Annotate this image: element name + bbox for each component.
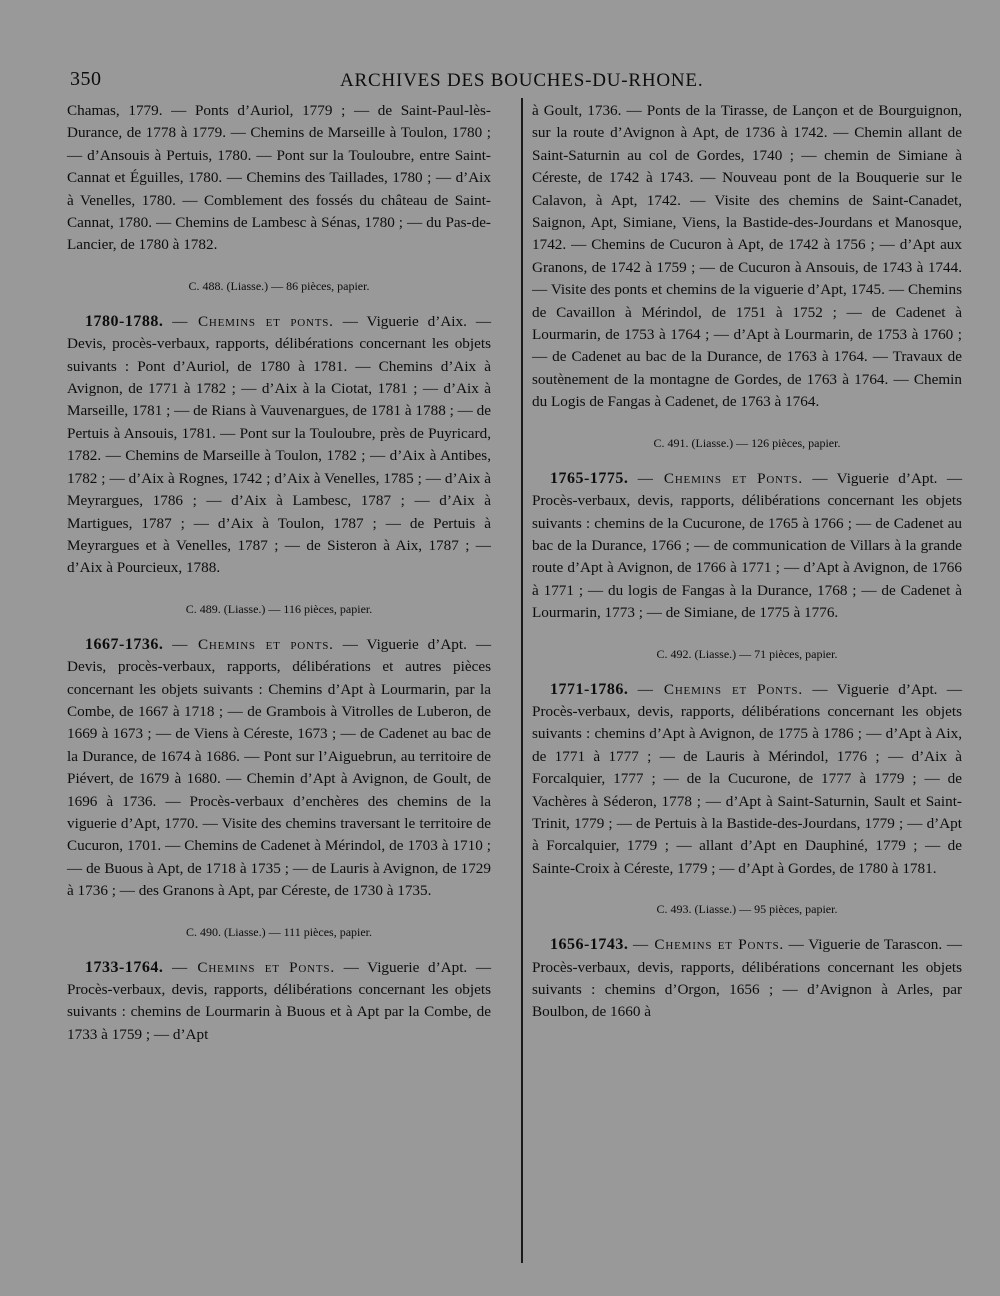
entry-title: — Chemins et Ponts. xyxy=(637,469,803,487)
page-number: 350 xyxy=(70,68,102,90)
cote-line: C. 493. (Liasse.) — 95 pièces, papier. xyxy=(656,902,838,917)
continuation-text: Chamas, 1779. — Ponts d’Auriol, 1779 ; — de Saint-Paul-lès-Durance, de 1778 à 1779. — Chemins de Marseille à Toulon, 1780 ; — d’Ansouis à Pertuis, 1780. — Pont sur la Touloubre, entre Saint-Cannat et Éguilles, 1780. — Chemins des Taillades, 1780 ; — d’Aix à Venelles, 1780. — Comblement des fossés du château de Saint-Cannat, 1780. — Chemins de Lambesc à Sénas, 1780 ; — du Pas-de-Lancier, de 1780 à 1782. xyxy=(67,102,491,254)
running-title: ARCHIVES DES BOUCHES-DU-RHONE. xyxy=(340,70,704,91)
cote-line: C. 492. (Liasse.) — 71 pièces, papier. xyxy=(656,646,838,661)
entry-dates: 1771-1786. xyxy=(550,680,629,698)
entry xyxy=(67,923,491,1047)
entry-body xyxy=(67,311,491,580)
entry-body xyxy=(67,634,491,903)
entry xyxy=(67,277,491,580)
cote-line: C. 490. (Liasse.) — 111 pièces, papier. xyxy=(185,924,373,939)
entry-dates: 1733-1764. xyxy=(85,958,164,976)
entry-text: — Viguerie d’Apt. — Devis, procès-verbaux, rapports, délibérations et autres pièces concernant les objets suivants : Chemins d’Apt à Lourmarin, par la Combe, de 1667 à 1718 ; — de Grambois à Vitrolles de Luberon, de 1669 à 1673 ; — de Viens à Céreste, 1673 ; — de Cadenet au bac de la Durance, de 1674 à 1686. — Pont sur l’Aiguebrun, au territoire de Piévert, de 1679 à 1680. — Chemin d’Apt à Avignon, de Goult, de 1696 à 1736. — Procès-verbaux d’enchères des chemins de la viguerie d’Apt, 1770. — Visite des chemins traversant le territoire de Cucuron, 1701. — Chemins de Cadenet à Mérindol, de 1703 à 1710 ; — de Buous à Apt, de 1718 à 1735 ; — de Lauris à Avignon, de 1729 à 1736 ; — des Granons à Apt, par Céreste, de 1730 à 1735. xyxy=(67,635,492,900)
entry-dates: 1667-1736. xyxy=(85,635,164,653)
entry-title: — Chemins et Ponts. xyxy=(171,958,335,976)
left-column xyxy=(67,100,491,1046)
cote-line: C. 489. (Liasse.) — 116 pièces, papier. xyxy=(185,601,373,616)
entry-body xyxy=(532,468,962,625)
entry xyxy=(532,434,962,625)
entry-title: — Chemins et ponts. xyxy=(172,635,334,653)
cote-line: C. 491. (Liasse.) — 126 pièces, papier. xyxy=(653,435,841,450)
entry xyxy=(532,645,962,881)
entry-dates: 1656-1743. xyxy=(550,936,629,954)
entry-text: — Viguerie d’Apt. — Procès-verbaux, devis, rapports, délibérations concernant les objets suivants : chemins de Lourmarin à Buous et à Apt par la Combe, de 1733 à 1759 ; — d’Apt xyxy=(67,958,492,1043)
entry-body xyxy=(532,934,962,1024)
entry-title: — Chemins et Ponts. xyxy=(632,936,785,954)
entry-title: — Chemins et ponts. xyxy=(172,312,334,330)
column-rule xyxy=(521,98,523,1263)
right-column xyxy=(532,100,962,1024)
continuation-text: à Goult, 1736. — Ponts de la Tirasse, de Lançon et de Bourguignon, sur la route d’Avignon à Apt, de 1736 à 1742. — Chemin allant de Saint-Saturnin au col de Gordes, 1740 ; — chemin de Simiane à Céreste, de 1742 à 1743. — Nouveau pont de la Bouquerie sur le Calavon, à Apt, 1742. — Visite des chemins de Saint-Canadet, Saignon, Apt, Simiane, Viens, la Bastide-des-Jourdans et Manosque, 1742. — Chemins de Cucuron à Apt, de 1742 à 1756 ; — d’Apt aux Granons, de 1742 à 1759 ; — de Cucuron à Ansouis, de 1743 à 1744. — Visite des ponts et chemins de la viguerie d’Apt, 1745. — Chemins de Cavaillon à Mérindol, de 1751 à 1752 ; — de Cadenet à Lourmarin, de 1753 à 1764 ; — d’Apt à Lourmarin, de 1753 à 1760 ; — de Cadenet au bac de la Durance, de 1763 à 1764. — Travaux de soutènement de la montagne de Gordes, de 1763 à 1764. — Chemin du Logis de Fangas à Cadenet, de 1763 à 1764. xyxy=(532,102,962,411)
entry-text: — Viguerie d’Apt. — Procès-verbaux, devis, rapports, délibérations concernant les objets suivants : chemins d’Apt à Avignon, de 1775 à 1786 ; — d’Apt à Aix, de 1771 à 1777 ; — de Lauris à Mérindol, 1776 ; — d’Aix à Forcalquier, 1777 ; — de la Cucurone, de 1777 à 1779 ; — de Vachères à Séderon, 1778 ; — d’Apt à Saint-Saturnin, Sault et Saint-Trinit, 1779 ; — de Pertuis à la Bastide-des-Jourdans, 1779 ; — d’Apt à Forcalquier, 1779 ; — allant d’Apt en Dauphiné, 1779 ; — de Sainte-Croix à Céreste, 1779 ; — d’Apt à Gordes, de 1780 à 1781. xyxy=(532,680,963,877)
cote-line: C. 488. (Liasse.) — 86 pièces, papier. xyxy=(188,278,370,293)
entry-text: — Viguerie de Tarascon. — Procès-verbaux, devis, rapports, délibérations concernant les objets suivants : chemins d’Orgon, 1656 ; — d’Avignon à Arles, par Boulbon, de 1660 à xyxy=(532,936,963,1021)
entry-body xyxy=(532,679,962,881)
entry-text: — Viguerie d’Aix. — Devis, procès-verbaux, rapports, délibérations concernant les objets suivants : Pont d’Auriol, de 1780 à 1781. — Chemins d’Aix à Avignon, de 1771 à 1782 ; — d’Aix à la Ciotat, 1781 ; — d’Aix à Marseille, 1781 ; — de Rians à Vauvenargues, de 1781 à 1788 ; — de Pertuis à Ansouis, 1781. — Pont sur la Touloubre, près de Puyricard, 1782. — Chemins de Marseille à Toulon, 1782 ; — d’Aix à Antibes, 1782 ; — d’Aix à Rognes, 1742 ; d’Aix à Venelles, 1785 ; — d’Aix à Meyrargues, 1786 ; — d’Aix à Lambesc, 1787 ; — d’Aix à Martigues, 1787 ; — d’Aix à Toulon, 1787 ; — de Pertuis à Meyrargues et à Venelles, 1787 ; — de Sisteron à Aix, 1787 ; — d’Aix à Pourcieux, 1788. xyxy=(67,312,492,577)
entry xyxy=(532,900,962,1024)
entry-body xyxy=(67,957,491,1047)
entry-title: — Chemins et Ponts. xyxy=(637,680,803,698)
entry xyxy=(67,600,491,903)
entry-dates: 1780-1788. xyxy=(85,312,164,330)
entry-text: — Viguerie d’Apt. — Procès-verbaux, devis, rapports, délibérations concernant les objets suivants : chemins de la Cucurone, de 1765 à 1766 ; — de Cadenet au bac de la Durance, 1766 ; — de communication de Villars à la grande route d’Apt à Avignon, de 1766 à 1771 ; — d’Apt à Avignon, de 1766 à 1771 ; — du logis de Fangas à la Durance, 1768 ; — de Cadenet à Lourmarin, 1773 ; — de Simiane, de 1775 à 1776. xyxy=(532,469,963,622)
entry-dates: 1765-1775. xyxy=(550,469,629,487)
